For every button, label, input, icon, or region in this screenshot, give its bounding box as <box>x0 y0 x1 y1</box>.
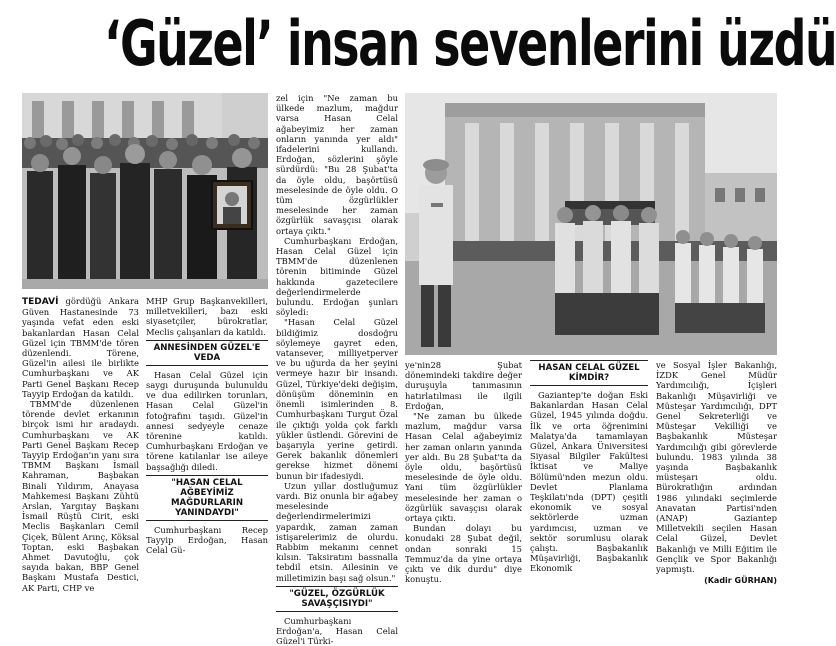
paragraph: "Ne zaman bu ülkede mazlum, mağdur varsa Hasan Celal ağabeyimiz her zaman onların yanında yer aldı. Bu 28 Şubat'ta da öyle oldu, başörtüsü meselesinde de öyle oldu. Yani tüm özgürlükler meselesinde her zaman o özgürlük savaşçısı olarak ortaya çıktı. <box>405 411 522 524</box>
subheading: ANNESİNDEN GÜZEL'E VEDA <box>146 340 268 366</box>
drop-cap: TEDAVİ <box>22 297 59 307</box>
byline: (Kadir GÜRHAN) <box>704 576 777 586</box>
article-column-2 <box>146 296 268 556</box>
subheading: "GÜZEL, ÖZGÜRLÜK SAVAŞÇISIYDI" <box>276 586 398 612</box>
headline: ‘Güzel’ insan sevenlerini üzdü <box>104 7 836 80</box>
paragraph: Gaziantep'te doğan Eski Bakanlardan Hasan Celal Güzel, 1945 yılında doğdu. İlk ve orta öğrenimini Malatya'da tamamlayan Güzel, Ankara Üniversitesi Siyasal Bilgiler Fakültesi İktisat ve Maliye Bölümü'nden mezun oldu. Devlet Planlama Teşkilatı'nda (DPT) çeşitli ekonomik ve sosyal sektörlerde uzman yardımcısı, uzman ve sektör sorumlusu olarak çalıştı. Başbakanlık Müşavirliği, Başbakanlık Ekonomik <box>530 390 648 574</box>
subheading: HASAN CELAL GÜZEL KİMDİR? <box>530 360 648 386</box>
paragraph: Cumhurbaşkanı Recep Tayyip Erdoğan, Hasan Celal Gü- <box>146 524 268 556</box>
paragraph: zel için "Ne zaman bu ülkede mazlum, mağdur varsa Hasan Celal ağabeyimiz her zaman onların yanında yer aldı" ifadelerini kullandı. Erdoğan, sözlerini şöyle sürdürdü: "Bu 28 Şubat'ta da öyle oldu, başörtüsü meselesinde de öyle oldu. O tüm özgürlükler meselesinde her zaman özgürlük savaşçısı olarak ortaya çıktı." <box>276 93 398 236</box>
paragraph: Bundan dolayı bu konudaki 28 Şubat değil, ondan sonraki 15 Temmuz'da da yine ortaya çıktı ve dik durdu" diye konuştu. <box>405 523 522 585</box>
paragraph: gördüğü Ankara Güven Hastanesinde 73 yaşında vefat eden eski bakanlardan Hasan Celal Güzel için TBMM'de tören düzenlendi. Törene, Güzel'in ailesi ile birlikte Cumhurbaşkanı ve AK Parti Genel Başkanı Recep Tayyip Erdoğan da katıldı. <box>22 296 139 399</box>
article-column-5 <box>530 360 648 574</box>
paragraph: Uzun yıllar dostluğumuz vardı. Biz onunla bir ağabey meselesinde değerlendirmelerimizi yapardık, zaman zaman istişarelerimiz de olurdu. Rabbim mekanını cennet kılsın. Taksiratını bassnalla tebdil etsin. Ailesinin ve milletimizin başı sağ olsun." <box>276 480 398 583</box>
paragraph: Cumhurbaşkanı Erdoğan, Hasan Celal Güzel için TBMM'de düzenlenen törenin bitiminde Güzel hakkında gazetecilere değerlendirmelerde bulundu. Erdoğan şunları söyledi: <box>276 235 398 318</box>
honor-guard-coffin-photo <box>405 93 777 355</box>
article-column-3 <box>276 93 398 646</box>
subheading: "HASAN CELAL AĞBEYİMİZ MAĞDURLARIN YANINDAYDI" <box>146 475 268 521</box>
funeral-crowd-photo <box>22 93 268 289</box>
paragraph: ye'nin28 Şubat dönemindeki takdire değer duruşuyla tanımasının hatırlatılması ile ilgili Erdoğan, <box>405 360 522 411</box>
paragraph: "Hasan Celal Güzel bildiğimiz dosdoğru söylemeye gayret eden, vatansever, milliyetperver ve bu uğurda da her şeyini vermeye hazır bir insandı. Güzel, Türkiye'deki değişim, dönüşüm döneminin en önemli isimlerinden 8. Cumhurbaşkanı Turgut Özal ile çıktığı yolda çok farklı yükler üstlendi. Görevini de başarıyla yerine getirdi. Gerek bakanlık dönemleri gerekse hizmet dönemi bunun bir ifadesiydi. <box>276 317 398 481</box>
article-column-6 <box>656 360 777 586</box>
paragraph: ve Sosyal İşler Bakanlığı, İZDK Genel Müdür Yardımcılığı, İçişleri Bakanlığı Müşavirliği ve Müsteşar Yardımcılığı, DPT Genel Sekreterliği ve Müsteşar Vekilliği ve Başbakanlık Müsteşar Yardımcılığı gibi görevlerde bulundu. 1983 yılında 38 yaşında Başbakanlık müsteşarı oldu. Bürokratlığın ardından 1986 yılındaki seçimlerde Anavatan Partisi'nden (ANAP) Gaziantep Milletvekili seçilen Hasan Celal Güzel, Devlet Bakanlığı ve Milli Eğitim ile Gençlik ve Spor Bakanlığı yapmıştı. <box>656 360 777 575</box>
paragraph: TBMM'de düzenlenen törende devlet erkanının birçok ismi hır aradaydı. Cumhurbaşkanı ve AK Parti Genel Başkanı Recep Tayyip Erdoğan'ın yanı sıra TBMM Başkanı İsmail Kahraman, Başbakan Binali Yıldırım, Anayasa Mahkemesi Başkanı Zühtü Arslan, Yargıtay Başkanı İsmail Rüştü Cirit, eski Meclis Başkanları Cemil Çiçek, Bülent Arınç, Köksal Toptan, eski Başbakan Ahmet Davutoğlu, çok sayıda bakan, BBP Genel Başkanı Mustafa Destici, AK Parti, CHP ve <box>22 399 139 593</box>
paragraph: MHP Grup Başkanvekilleri, milletvekilleri, bazı eski siyasetçiler, bürokratlar, Meclis çalışanları da katıldı. <box>146 296 268 337</box>
paragraph: Hasan Celal Güzel için saygı duruşunda bulunuldu ve dua edilirken torunları, Hasan Celal Güzel'in fotoğrafını taşıdı. Güzel'in annesi sedyeyle cenaze törenine katıldı. Cumhurbaşkanı Erdoğan ve törene katılanlar ise aileye başsağlığı diledi. <box>146 369 268 472</box>
paragraph: Cumhurbaşkanı Erdoğan'a, Hasan Celal Güzel'i Türki- <box>276 615 398 646</box>
article-column-1 <box>22 296 139 593</box>
article-column-4 <box>405 360 522 585</box>
